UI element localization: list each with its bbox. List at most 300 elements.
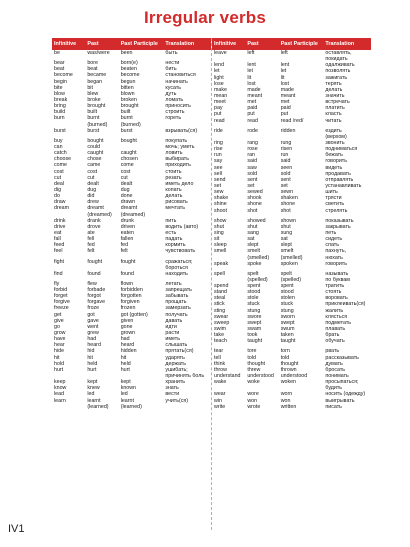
translation-cell: сидеть — [325, 236, 343, 243]
past-cell: woke — [247, 379, 260, 386]
translation-cell: находить — [165, 270, 188, 277]
translation-cell: иметь дело — [165, 180, 194, 187]
translation-cell: чувствовать — [165, 248, 196, 255]
past-participle-cell: (learned) — [120, 403, 142, 410]
past-participle-cell: smelt — [280, 248, 294, 255]
past-participle-cell: lit — [280, 74, 285, 81]
past-cell: wore — [247, 391, 259, 398]
past-participle-cell: hurt — [120, 366, 130, 373]
past-participle-cell: brought — [120, 103, 139, 110]
translation-cell: говорить — [325, 260, 347, 267]
past-cell: fought — [87, 258, 103, 265]
past-participle-cell: fought — [120, 258, 136, 265]
translation-cell: гореть — [165, 115, 182, 122]
infinitive-cell: meet — [214, 99, 226, 106]
past-cell: read — [247, 117, 258, 124]
past-cell: burst — [87, 127, 100, 134]
past-cell: found — [87, 270, 101, 277]
past-participle-cell: (spelled) — [280, 276, 302, 283]
infinitive-cell: begin — [54, 78, 67, 85]
past-cell: understood — [247, 373, 274, 380]
infinitive-cell: beat — [54, 66, 65, 73]
past-cell: froze — [87, 305, 100, 312]
translation-cell: становиться — [165, 72, 196, 79]
table-header — [212, 38, 371, 50]
infinitive-cell: feel — [54, 248, 63, 255]
past-cell: got — [87, 311, 95, 318]
past-participle-cell: frozen — [120, 305, 136, 312]
table-row — [212, 404, 371, 410]
past-participle-cell: forgiven — [120, 299, 140, 306]
past-cell: came — [87, 162, 101, 169]
infinitive-cell: catch — [54, 150, 67, 157]
past-cell: sent — [247, 176, 258, 183]
table-row — [212, 118, 371, 124]
infinitive-cell: dig — [54, 186, 62, 193]
past-cell: kept — [87, 379, 98, 386]
translation-cell: воровать — [325, 295, 348, 302]
past-participle-cell: woken — [280, 379, 296, 386]
infinitive-cell: give — [54, 317, 64, 324]
translation-cell: ломать — [165, 96, 184, 103]
translation-cell: приносить — [165, 103, 191, 110]
infinitive-cell: shake — [214, 195, 229, 202]
past-cell: spent — [247, 283, 261, 290]
infinitive-cell: sew — [214, 189, 224, 196]
past-cell: set — [247, 182, 255, 189]
past-participle-cell: worn — [280, 391, 293, 398]
translation-cell — [163, 404, 211, 410]
past-cell: sewed — [247, 189, 263, 196]
translation-cell: тратить — [325, 283, 345, 290]
translation-cell: говорить — [325, 158, 347, 165]
past-cell: showed — [247, 217, 266, 224]
past-cell: thought — [247, 360, 266, 367]
past-participle-cell: blown — [120, 90, 135, 97]
translation-cell: клясться — [325, 313, 348, 320]
translation-cell: кусать — [165, 84, 182, 91]
infinitive-cell: feed — [54, 242, 65, 249]
translation-cell: давать — [165, 317, 183, 324]
translation-cell: отправлять — [325, 176, 354, 183]
infinitive-cell: understand — [214, 373, 241, 380]
past-participle-cell: told — [280, 354, 290, 361]
past-cell: chose — [87, 156, 102, 163]
past-cell: lit — [247, 74, 252, 81]
past-participle-cell: flown — [120, 280, 134, 287]
past-cell: grew — [87, 330, 99, 337]
past-cell: swore — [247, 313, 262, 320]
infinitive-cell: swear — [214, 313, 229, 320]
infinitive-cell — [52, 404, 85, 410]
infinitive-cell: speak — [214, 260, 229, 267]
translation-cell: замерзать — [165, 305, 191, 312]
infinitive-cell: grow — [54, 330, 66, 337]
past-cell: told — [247, 354, 256, 361]
translation-cell: трясти — [325, 195, 342, 202]
infinitive-cell: sleep — [214, 242, 227, 249]
infinitive-cell: break — [54, 96, 68, 103]
past-cell: brought — [87, 103, 106, 110]
past-participle-cell: bought — [120, 137, 137, 144]
past-participle-cell: dealt — [120, 180, 133, 187]
translation-cell: мечтать — [165, 205, 185, 212]
infinitive-cell: keep — [54, 379, 66, 386]
infinitive-cell: shut — [214, 223, 225, 230]
translation-cell: бросать — [325, 366, 346, 373]
infinitive-cell: hold — [54, 360, 65, 367]
infinitive-cell: cut — [54, 174, 62, 181]
past-participle-cell: ridden — [280, 127, 296, 134]
translation-cell: значить — [325, 92, 345, 99]
past-participle-cell: risen — [280, 146, 293, 153]
translation-cell: ездить — [325, 127, 342, 134]
infinitive-cell: cost — [54, 168, 64, 175]
past-participle-cell: lent — [280, 62, 290, 69]
past-cell: forgave — [87, 299, 106, 306]
page-number: IV1 — [8, 523, 25, 535]
translation-cell: позволять — [325, 68, 351, 75]
past-cell: smelt — [247, 248, 260, 255]
past-cell: forgot — [87, 293, 101, 300]
past-participle-cell: fed — [120, 242, 129, 249]
past-participle-cell: stuck — [280, 301, 294, 308]
infinitive-cell: sweep — [214, 319, 230, 326]
infinitive-cell: win — [214, 397, 222, 404]
past-participle-cell: drawn — [120, 199, 136, 206]
infinitive-cell: burn — [54, 115, 65, 122]
past-participle-cell: understood — [280, 373, 308, 380]
past-participle-cell: spoken — [280, 260, 298, 267]
past-participle-cell: sworn — [280, 313, 295, 320]
past-cell: tore — [247, 348, 257, 355]
infinitive-cell: read — [214, 117, 225, 124]
infinitive-cell: write — [214, 403, 226, 410]
past-cell: rode — [247, 127, 258, 134]
translation-cell: понимать — [325, 373, 349, 380]
past-cell: stuck — [247, 301, 260, 308]
translation-cell: держать — [165, 360, 186, 367]
infinitive-cell: throw — [214, 366, 227, 373]
table-row — [52, 271, 211, 277]
table-body — [212, 50, 371, 410]
past-participle-cell: thought — [280, 360, 299, 367]
translation-cell: летать — [165, 280, 182, 287]
translation-cell: подметать — [325, 319, 352, 326]
past-cell: sang — [247, 229, 259, 236]
past-participle-cell: driven — [120, 223, 136, 230]
verb-table-left — [52, 38, 211, 530]
infinitive-cell: make — [214, 86, 227, 93]
translation-cell: прощать — [165, 299, 187, 306]
infinitive-cell: fly — [54, 280, 60, 287]
translation-cell: стоять — [325, 289, 342, 296]
infinitive-cell: forget — [54, 293, 68, 300]
translation-cell: мочь; уметь — [165, 143, 195, 150]
infinitive-cell: mean — [214, 92, 228, 99]
past-participle-cell: learnt — [120, 397, 134, 404]
past-participle-cell: thrown — [280, 366, 297, 373]
translation-cell: нести — [165, 60, 180, 67]
past-cell: rang — [247, 139, 258, 146]
infinitive-cell: wake — [214, 379, 227, 386]
past-participle-cell: spelt — [280, 270, 292, 277]
translation-cell: иметь — [165, 336, 180, 343]
past-participle-cell: put — [280, 111, 289, 118]
past-participle-cell: dreamt — [120, 205, 138, 212]
past-cell: became — [87, 72, 107, 79]
header-translation: Translation — [325, 41, 355, 47]
infinitive-cell: think — [214, 360, 226, 367]
table-header — [52, 38, 211, 50]
past-cell: bore — [87, 60, 98, 67]
past-cell: led — [87, 391, 95, 398]
translation-cell: жалить — [325, 307, 344, 314]
past-cell: (smelled) — [247, 254, 270, 261]
past-participle-cell: lost — [280, 80, 289, 87]
past-participle-cell: let — [280, 68, 287, 75]
past-cell: cost — [87, 168, 98, 175]
translation-cell: читать — [325, 117, 342, 124]
infinitive-cell: see — [214, 164, 223, 171]
past-cell: swept — [247, 319, 262, 326]
infinitive-cell: know — [54, 385, 67, 392]
infinitive-cell: burst — [54, 127, 66, 134]
infinitive-cell: swim — [214, 326, 227, 333]
translation-cell: рисовать — [165, 199, 188, 206]
past-participle-cell: shut — [280, 223, 291, 230]
translation-cell: пахнуть, — [325, 248, 347, 255]
infinitive-cell: can — [54, 143, 63, 150]
past-cell: drank — [87, 217, 101, 224]
infinitive-cell: ring — [214, 139, 223, 146]
past-cell: flew — [87, 280, 97, 287]
past-participle-cell: taken — [280, 332, 294, 339]
header-past-participle: Past Participle — [280, 41, 318, 47]
past-cell: stole — [247, 295, 259, 302]
past-cell: held — [87, 360, 98, 367]
infinitive-cell: lose — [214, 80, 224, 87]
translation-cell: получать — [165, 311, 188, 318]
past-participle-cell: born(e) — [120, 60, 138, 67]
past-cell: bought — [87, 137, 104, 144]
past-participle-cell: won — [280, 397, 291, 404]
translation-cell: писать — [325, 403, 342, 410]
translation-cell: носить (одежду) — [325, 391, 366, 398]
infinitive-cell: stick — [214, 301, 225, 308]
past-participle-cell: stood — [280, 289, 294, 296]
past-cell: swam — [247, 326, 262, 333]
table-row — [212, 208, 371, 214]
translation-cell: ударять — [165, 354, 185, 361]
header-infinitive: Infinitive — [214, 41, 237, 47]
translation-cell: просыпаться; — [325, 379, 359, 386]
translation-cell: стрелять — [325, 207, 348, 214]
translation-cell: стоить — [165, 168, 182, 175]
infinitive-cell: pay — [214, 105, 223, 112]
past-participle-cell: felt — [120, 248, 128, 255]
infinitive-cell: go — [54, 323, 60, 330]
translation-cell: светить — [325, 201, 345, 208]
infinitive-cell: build — [54, 109, 66, 116]
past-participle-cell: found — [120, 270, 134, 277]
infinitive-cell: tell — [214, 354, 221, 361]
infinitive-cell: smell — [214, 248, 227, 255]
past-participle-cell: sold — [280, 170, 291, 177]
infinitive-cell: wear — [214, 391, 226, 398]
infinitive-cell: get — [54, 311, 62, 318]
translation-cell: забывать — [165, 293, 189, 300]
past-cell: shut — [247, 223, 258, 230]
translation-cell: причинять боль — [165, 373, 205, 380]
translation-cell: класть — [325, 111, 342, 118]
past-participle-cell: rung — [280, 139, 292, 146]
past-participle-cell: run — [280, 152, 289, 159]
translation-cell: выбирать — [165, 156, 189, 163]
infinitive-cell: put — [214, 111, 222, 118]
past-participle-cell: become — [120, 72, 140, 79]
past-cell: caught — [87, 150, 104, 157]
past-participle-cell: shone — [280, 201, 296, 208]
translation-cell: платить — [325, 105, 345, 112]
translation-cell: зажигать — [325, 74, 348, 81]
past-cell: ran — [247, 152, 255, 159]
infinitive-cell: take — [214, 332, 225, 339]
translation-cell: строить — [165, 109, 185, 116]
past-participle-cell: led — [120, 391, 128, 398]
header-infinitive: Infinitive — [54, 41, 77, 47]
translation-cell: покупать — [165, 137, 188, 144]
translation-cell: знать — [165, 385, 179, 392]
past-cell: spelt — [247, 270, 259, 277]
infinitive-cell: tear — [214, 348, 224, 355]
translation-cell: спать — [325, 242, 339, 249]
past-participle-cell: sent — [280, 176, 291, 183]
infinitive-cell: spell — [214, 270, 225, 277]
translation-cell: петь — [325, 229, 337, 236]
infinitive-cell: be — [54, 50, 60, 56]
infinitive-cell: bear — [54, 60, 65, 67]
past-cell: shook — [247, 195, 262, 202]
infinitive-cell: sit — [214, 236, 220, 243]
translation-cell: идти — [165, 323, 177, 330]
infinitive-cell: say — [214, 158, 223, 165]
past-cell: (learned) — [87, 403, 109, 410]
infinitive-cell: buy — [54, 137, 63, 144]
past-cell: dug — [87, 186, 97, 193]
infinitive-cell: choose — [54, 156, 72, 163]
past-cell: sat — [247, 236, 255, 243]
past-cell: took — [247, 332, 258, 339]
translation-cell: пить — [165, 217, 177, 224]
infinitive-cell: rise — [214, 146, 223, 153]
table-row — [52, 404, 211, 410]
past-cell: lent — [247, 62, 256, 69]
past-participle-cell: kept — [120, 379, 131, 386]
past-participle-cell: grown — [120, 330, 136, 337]
infinitive-cell: sing — [214, 229, 224, 236]
past-participle-cell: known — [120, 385, 136, 392]
translation-cell: обучать — [325, 338, 345, 345]
past-cell: won — [247, 397, 258, 404]
past-participle-cell: caught — [120, 150, 137, 157]
past-cell: learnt — [87, 397, 101, 404]
page-title: Irregular verbs — [143, 8, 267, 27]
translation-cell: бежать — [325, 152, 343, 159]
past-participle-cell: sewn — [280, 189, 294, 196]
infinitive-cell: dream — [54, 205, 70, 212]
past-cell: wrote — [247, 403, 261, 410]
infinitive-cell: fight — [54, 258, 65, 265]
translation-cell: сражаться; — [165, 258, 193, 265]
translation-cell: приходить — [165, 162, 191, 169]
past-cell: (burned) — [87, 121, 108, 128]
past-cell: blew — [87, 90, 99, 97]
translation-cell: ловить — [165, 150, 183, 157]
infinitive-cell: drive — [54, 223, 66, 230]
past-participle-cell: stolen — [280, 295, 295, 302]
past-participle-cell: set — [280, 182, 288, 189]
translation-cell: (верхом) — [325, 133, 347, 140]
translation-cell: копать — [165, 186, 182, 193]
translation-cell: по буквам — [325, 276, 350, 283]
past-cell: met — [247, 99, 257, 106]
past-cell: burnt — [87, 115, 100, 122]
past-cell: meant — [247, 92, 263, 99]
past-cell: had — [87, 336, 97, 343]
translation-cell: вести — [165, 391, 180, 398]
translation-cell: видеть — [325, 164, 343, 171]
infinitive-cell: draw — [54, 199, 66, 206]
past-participle-cell: shown — [280, 217, 296, 224]
past-cell: drew — [87, 199, 99, 206]
translation-cell: делать — [165, 193, 183, 200]
past-cell: said — [247, 158, 258, 165]
translation-cell: подниматься — [325, 146, 358, 153]
translation-cell: покидать — [325, 56, 348, 63]
past-participle-cell: been — [120, 50, 133, 56]
past-cell: put — [247, 111, 255, 118]
past-participle-cell: swum — [280, 326, 295, 333]
infinitive-cell: learn — [54, 397, 66, 404]
past-participle-cell: forgotten — [120, 293, 142, 300]
infinitive-cell: set — [214, 182, 222, 189]
translation-cell: быть — [165, 50, 178, 56]
past-cell: stung — [247, 307, 261, 314]
infinitive-cell: shoot — [214, 207, 227, 214]
past-cell: drove — [87, 223, 101, 230]
infinitive-cell: sting — [214, 307, 226, 314]
infinitive-cell: send — [214, 176, 226, 183]
translation-cell: звонить — [325, 139, 345, 146]
past-participle-cell: gone — [120, 323, 133, 330]
past-cell: gave — [87, 317, 99, 324]
past-cell: made — [247, 86, 261, 93]
past-cell: hurt — [87, 366, 97, 373]
header-past: Past — [87, 41, 99, 47]
translation-cell: шить — [325, 189, 338, 196]
table-row — [212, 338, 371, 344]
infinitive-cell: do — [54, 193, 60, 200]
past-cell: let — [247, 68, 253, 75]
past-participle-cell: burst — [120, 127, 133, 134]
past-cell: hid — [87, 348, 95, 355]
past-participle-cell: had — [120, 336, 130, 343]
table-row — [52, 128, 211, 134]
past-cell: rose — [247, 146, 258, 153]
infinitive-cell: bring — [54, 103, 66, 110]
translation-cell: бороться — [165, 264, 188, 271]
